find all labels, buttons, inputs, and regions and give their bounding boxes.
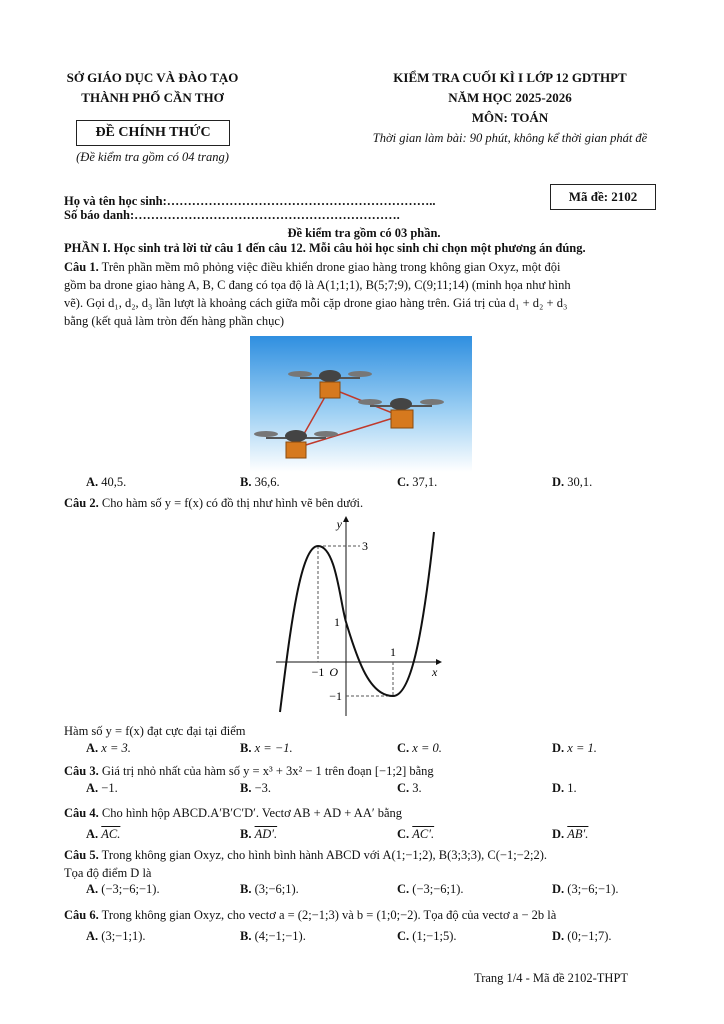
tick-neg1-x: −1 [311,665,325,679]
option-b[interactable]: B. (4;−1;−1). [240,929,306,943]
option-a[interactable]: A. −1. [86,781,118,795]
option-b[interactable]: B. x = −1. [240,741,293,755]
option-c[interactable]: C. 3. [397,781,422,795]
question-text-line: Trên phần mềm mô phỏng việc điều khiển drone giao hàng trong không gian Oxyz, một đội [101,260,561,274]
official-exam-box: ĐỀ CHÍNH THỨC [76,120,230,146]
tick-1-x: 1 [390,645,396,659]
pages-note: (Đề kiểm tra gồm có 04 trang) [76,150,229,164]
parts-note: Đề kiểm tra gồm có 03 phần. [287,226,441,240]
function-graph [270,512,450,718]
subject: MÔN: TOÁN [471,110,549,125]
option-a[interactable]: A. (−3;−6;−1). [86,882,160,896]
question-1 [64,258,664,330]
option-d[interactable]: D. AB′. [552,827,589,841]
student-id-line: Số báo danh:………………………………………………………. [64,208,400,222]
question-2-prompt: Hàm số y = f(x) đạt cực đại tại điểm [64,724,246,738]
question-label: Câu 1. [64,260,99,274]
option-a[interactable]: A. 40,5. [86,475,127,489]
question-text-line: bằng (kết quả làm tròn đến hàng phần chục) [64,314,285,328]
question-5: Câu 5. Trong không gian Oxyz, cho hình bình hành ABCD với A(1;−1;2), B(3;3;3), C(−1;−2;2). Tọa độ điểm D là [64,848,547,880]
x-axis-label: x [432,665,438,679]
option-c[interactable]: C. (1;−1;5). [397,929,457,943]
question-4: Câu 4. Cho hình hộp ABCD.A′B′C′D′. Vectơ AB + AD + AA′ bằng [64,806,403,820]
option-b[interactable]: B. 36,6. [240,475,280,489]
option-d[interactable]: D. x = 1. [552,741,597,755]
exam-code-box: Mã đề: 2102 [550,184,656,210]
city-name: THÀNH PHỐ CẦN THƠ [81,90,224,105]
option-d[interactable]: D. (0;−1;7). [552,929,612,943]
option-c[interactable]: C. (−3;−6;1). [397,882,464,896]
option-d[interactable]: D. 30,1. [552,475,593,489]
question-2: Câu 2. Cho hàm số y = f(x) có đồ thị như hình vẽ bên dưới. [64,496,364,510]
option-a[interactable]: A. x = 3. [86,741,131,755]
question-text-line: gồm ba drone giao hàng A, B, C đang có tọa độ là A(1;1;1), B(5;7;9), C(9;11;14) (minh họa như hình [64,278,571,292]
question-6: Câu 6. Trong không gian Oxyz, cho vectơ a = (2;−1;3) và b = (1;0;−2). Tọa độ của vectơ a − 2b là [64,908,557,922]
school-year: NĂM HỌC 2025-2026 [448,90,572,105]
drone-illustration [250,336,472,472]
department-name: SỞ GIÁO DỤC VÀ ĐÀO TẠO [66,70,239,85]
option-b[interactable]: B. −3. [240,781,272,795]
exam-title: KIỂM TRA CUỐI KÌ I LỚP 12 GDTHPT [393,70,627,85]
page-footer: Trang 1/4 - Mã đề 2102-THPT [474,971,629,985]
y-axis-label: y [336,517,342,531]
option-b[interactable]: B. (3;−6;1). [240,882,299,896]
option-d[interactable]: D. (3;−6;−1). [552,882,619,896]
option-c[interactable]: C. 37,1. [397,475,438,489]
tick-3: 3 [362,539,368,553]
option-c[interactable]: C. x = 0. [397,741,442,755]
tick-1-y: 1 [334,615,340,629]
option-a[interactable]: A. (3;−1;1). [86,929,146,943]
option-a[interactable]: A. AC. [86,827,121,841]
option-b[interactable]: B. AD′. [240,827,278,841]
student-name-line: Họ và tên học sinh:……………………………………………………….. [64,194,436,208]
option-c[interactable]: C. AC′. [397,827,435,841]
part1-title: PHẦN I. Học sinh trả lời từ câu 1 đến câu 12. Mỗi câu hỏi học sinh chỉ chọn một phương án đúng. [64,241,586,255]
time-note: Thời gian làm bài: 90 phút, không kể thời gian phát đề [372,131,648,145]
tick-neg1-y: −1 [329,689,342,703]
question-text-line: vẽ). Gọi d₁, d₂, d₃ lần lượt là khoảng cách giữa mỗi cặp drone giao hàng trên. Giá trị của d₁ + d₂ + d₃ [64,296,568,310]
option-d[interactable]: D. 1. [552,781,577,795]
question-3: Câu 3. Giá trị nhỏ nhất của hàm số y = x³ + 3x² − 1 trên đoạn [−1;2] bằng [64,764,434,778]
origin-label: O [329,665,338,679]
